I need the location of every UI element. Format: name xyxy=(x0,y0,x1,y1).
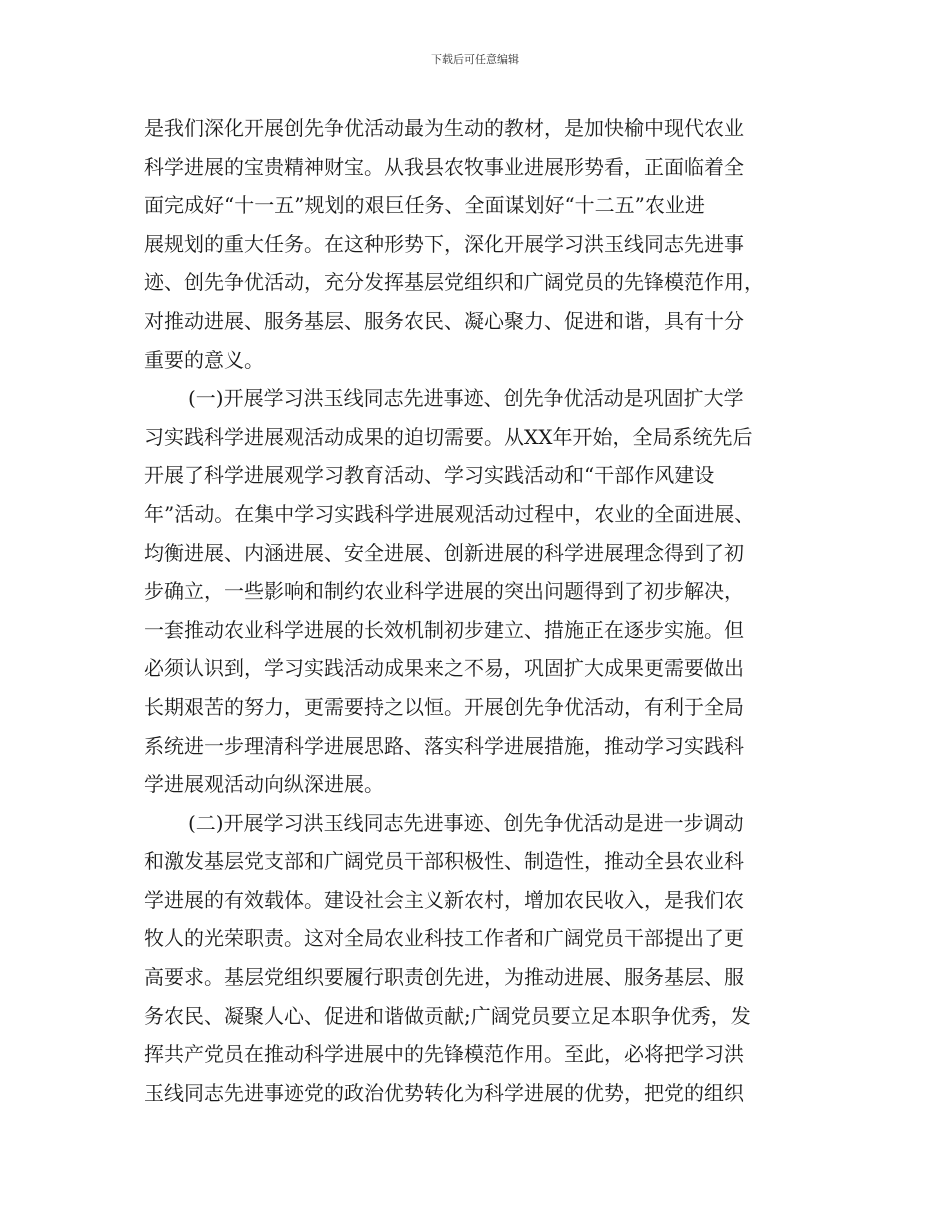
paragraph-2-first-line: (二)开展学习洪玉线同志先进事迹、创先争优活动是进一步调动 xyxy=(188,810,744,835)
text-line: 对推动进展、服务基层、服务农民、凝心聚力、促进和谐，具有十分 xyxy=(144,308,744,333)
text-line: 科学进展的宝贵精神财宝。从我县农牧事业进展形势看，正面临着全 xyxy=(144,154,744,179)
text-line: 面完成好“十一五”规划的艰巨任务、全面谋划好“十二五”农业进 xyxy=(144,193,705,218)
paragraph-1-first-line: (一)开展学习洪玉线同志先进事迹、创先争优活动是巩固扩大学 xyxy=(188,386,744,411)
text-line: 习实践科学进展观活动成果的迫切需要。从XX年开始，全局系统先后 xyxy=(144,424,753,449)
text-line: 展规划的重大任务。在这种形势下，深化开展学习洪玉线同志先进事 xyxy=(144,231,744,256)
text-line: 务农民、凝聚人心、促进和谐做贡献;广阔党员要立足本职争优秀，发 xyxy=(144,1003,751,1028)
text-line: 必须认识到，学习实践活动成果来之不易，巩固扩大成果更需要做出 xyxy=(144,656,744,681)
text-line: 玉线同志先进事迹党的政治优势转化为科学进展的优势，把党的组织 xyxy=(144,1080,744,1105)
text-line: 迹、创先争优活动，充分发挥基层党组织和广阔党员的先锋模范作用， xyxy=(144,270,764,295)
document-body xyxy=(144,109,808,1112)
text-line: 重要的意义。 xyxy=(144,347,264,372)
text-line: 开展了科学进展观学习教育活动、学习实践活动和“干部作风建设 xyxy=(144,463,715,488)
text-line: 和激发基层党支部和广阔党员干部积极性、制造性，推动全县农业科 xyxy=(144,849,744,874)
text-line: 均衡进展、内涵进展、安全进展、创新进展的科学进展理念得到了初 xyxy=(144,540,744,565)
text-line: 高要求。基层党组织要履行职责创先进，为推动进展、服务基层、服 xyxy=(144,965,744,990)
text-line: 是我们深化开展创先争优活动最为生动的教材，是加快榆中现代农业 xyxy=(144,116,744,140)
text-line: 学进展观活动向纵深进展。 xyxy=(144,772,384,797)
page-header: 下载后可任意编辑 xyxy=(431,53,519,66)
text-line: 挥共产党员在推动科学进展中的先锋模范作用。至此，必将把学习洪 xyxy=(144,1042,744,1067)
text-line: 步确立，一些影响和制约农业科学进展的突出问题得到了初步解决， xyxy=(144,579,744,604)
text-line: 牧人的光荣职责。这对全局农业科技工作者和广阔党员干部提出了更 xyxy=(144,926,744,951)
text-line: 学进展的有效载体。建设社会主义新农村，增加农民收入，是我们农 xyxy=(144,887,744,912)
text-line: 系统进一步理清科学进展思路、落实科学进展措施，推动学习实践科 xyxy=(144,733,744,758)
text-line: 长期艰苦的努力，更需要持之以恒。开展创先争优活动，有利于全局 xyxy=(144,694,744,719)
text-line: 年”活动。在集中学习实践科学进展观活动过程中，农业的全面进展、 xyxy=(144,501,755,526)
text-line: 一套推动农业科学进展的长效机制初步建立、措施正在逐步实施。但 xyxy=(144,617,744,642)
